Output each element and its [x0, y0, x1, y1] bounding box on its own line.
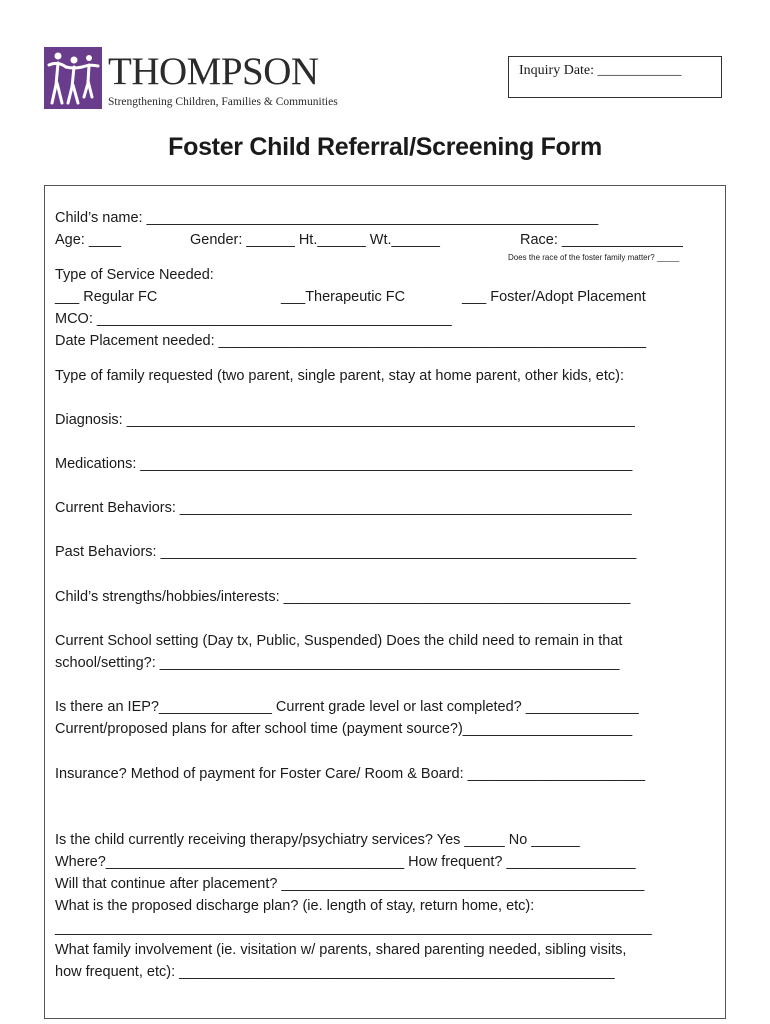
age-field[interactable]: Age: ____	[55, 232, 122, 248]
continue-after-placement-field[interactable]: Will that continue after placement? _____________________________________________	[55, 876, 645, 892]
inquiry-date-field[interactable]: Inquiry Date: ____________	[508, 56, 722, 98]
after-school-field[interactable]: Current/proposed plans for after school time (payment source?)_____________________	[55, 721, 633, 737]
family-involvement-field[interactable]: how frequent, etc): ______________________________________________________	[55, 964, 615, 980]
therapy-where-field[interactable]: Where?_____________________________________ How frequent? ________________	[55, 854, 636, 870]
race-field[interactable]: Race: _______________	[520, 232, 683, 248]
medications-field[interactable]: Medications: _____________________________________________________________	[55, 456, 633, 472]
gender-height-weight-field[interactable]: Gender: ______ Ht.______ Wt.______	[190, 232, 440, 248]
school-setting-field[interactable]: school/setting?: _________________________________________________________	[55, 655, 620, 671]
family-involvement-label: What family involvement (ie. visitation w/ parents, shared parenting needed, sibling visits,	[55, 942, 627, 958]
strengths-field[interactable]: Child’s strengths/hobbies/interests: ___________________________________________	[55, 589, 631, 605]
insurance-field[interactable]: Insurance? Method of payment for Foster Care/ Room & Board: ______________________	[55, 766, 646, 782]
service-therapeutic-option[interactable]: ___Therapeutic FC	[281, 289, 406, 305]
current-behaviors-field[interactable]: Current Behaviors: ________________________________________________________	[55, 500, 632, 516]
logo-name: THOMPSON	[108, 50, 319, 93]
discharge-plan-label: What is the proposed discharge plan? (ie. length of stay, return home, etc):	[55, 898, 535, 914]
diagnosis-field[interactable]: Diagnosis: _______________________________________________________________	[55, 412, 635, 428]
service-heading: Type of Service Needed:	[55, 267, 214, 283]
school-setting-label: Current School setting (Day tx, Public, Suspended) Does the child need to remain in that	[55, 633, 623, 649]
past-behaviors-field[interactable]: Past Behaviors: ___________________________________________________________	[55, 544, 637, 560]
service-regular-option[interactable]: ___ Regular FC	[55, 289, 158, 305]
mco-field[interactable]: MCO: ____________________________________________	[55, 311, 452, 327]
form-title: Foster Child Referral/Screening Form	[168, 133, 602, 161]
date-placement-field[interactable]: Date Placement needed: _____________________________________________________	[55, 333, 647, 349]
therapy-field[interactable]: Is the child currently receiving therapy/psychiatry services? Yes _____ No ______	[55, 832, 580, 848]
family-type-field[interactable]: Type of family requested (two parent, single parent, stay at home parent, other kids, etc):	[55, 368, 625, 384]
iep-grade-field[interactable]: Is there an IEP?______________ Current grade level or last completed? ______________	[55, 699, 639, 715]
logo-figures-icon	[44, 47, 102, 109]
race-note[interactable]: Does the race of the foster family matter? _____	[508, 253, 680, 262]
service-foster-adopt-option[interactable]: ___ Foster/Adopt Placement	[462, 289, 646, 305]
logo-tagline: Strengthening Children, Families & Communities	[108, 96, 338, 108]
discharge-plan-field[interactable]: __________________________________________________________________________	[55, 920, 652, 936]
childs-name-field[interactable]: Child’s name: ________________________________________________________	[55, 210, 599, 226]
